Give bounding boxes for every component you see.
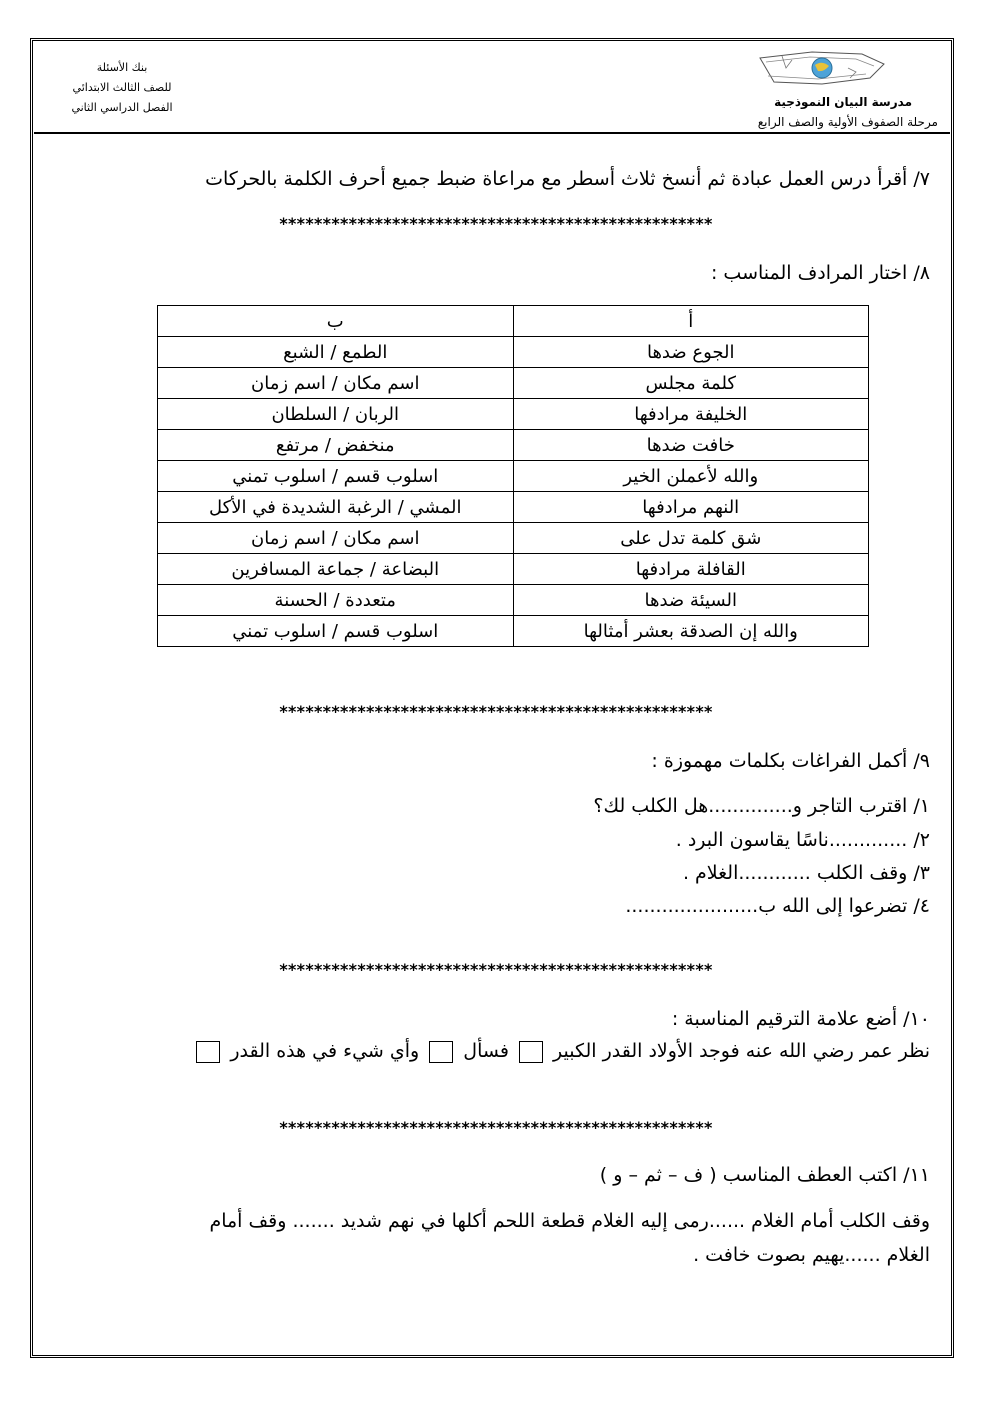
table-row — [158, 461, 869, 492]
semester-label: الفصل الدراسي الثاني — [71, 101, 173, 114]
cell-b: منخفض / مرتفع — [158, 430, 514, 461]
conjunction-line-2: الغلام ......يهيم بصوت خافت . — [693, 1244, 930, 1266]
fill-item-3: ٣/ وقف الكلب ............الغلام . — [682, 862, 930, 884]
sentence-part-2: فسأل — [463, 1040, 509, 1062]
cell-a: خافت ضدها — [513, 430, 869, 461]
punctuation-box[interactable] — [519, 1041, 543, 1063]
separator: ************************************************** — [279, 960, 713, 979]
fill-item-2: ٢/ .............ناسًا يقاسون البرد . — [675, 829, 930, 851]
bank-title: بنك الأسئلة — [96, 61, 148, 74]
table-row — [158, 430, 869, 461]
column-a-header: أ — [513, 306, 869, 337]
cell-a: والله إن الصدقة بعشر أمثالها — [513, 616, 869, 647]
cell-b: المشي / الرغبة الشديدة في الأكل — [158, 492, 514, 523]
question-11-title: ١١/ اكتب العطف المناسب ( ف – ثم – و ) — [599, 1164, 930, 1186]
cell-b: اسم مكان / اسم زمان — [158, 368, 514, 399]
question-7: ٧/ أقرأ درس العمل عبادة ثم أنسخ ثلاث أسطر مع مراعاة ضبط جميع أحرف الكلمة بالحركات — [205, 168, 930, 190]
table-row — [158, 523, 869, 554]
fill-item-1: ١/ اقترب التاجر و..............هل الكلب لك؟ — [593, 795, 930, 817]
separator: ************************************************** — [279, 214, 713, 233]
cell-b: متعددة / الحسنة — [158, 585, 514, 616]
table-row — [158, 554, 869, 585]
table-row — [158, 337, 869, 368]
page-border — [30, 38, 954, 1358]
punctuation-box[interactable] — [429, 1041, 453, 1063]
cell-a: الخليفة مرادفها — [513, 399, 869, 430]
question-bank-info — [52, 58, 192, 118]
separator: ************************************************** — [279, 1118, 713, 1137]
cell-b: اسلوب قسم / اسلوب تمني — [158, 461, 514, 492]
column-b-header: ب — [158, 306, 514, 337]
separator: ************************************************** — [279, 702, 713, 721]
table-row — [158, 399, 869, 430]
cell-b: اسم مكان / اسم زمان — [158, 523, 514, 554]
cell-a: السيئة ضدها — [513, 585, 869, 616]
table-row — [158, 616, 869, 647]
punctuation-box[interactable] — [196, 1041, 220, 1063]
cell-b: البضاعة / جماعة المسافرين — [158, 554, 514, 585]
synonyms-table — [157, 305, 869, 647]
school-logo-icon — [752, 48, 892, 90]
table-header-row — [158, 306, 869, 337]
cell-a: النهم مرادفها — [513, 492, 869, 523]
cell-a: الجوع ضدها — [513, 337, 869, 368]
fill-item-4: ٤/ تضرعوا إلى الله ب...................... — [625, 895, 930, 917]
cell-a: كلمة مجلس — [513, 368, 869, 399]
cell-a: القافلة مرادفها — [513, 554, 869, 585]
school-info — [758, 92, 938, 132]
table-row — [158, 492, 869, 523]
cell-b: اسلوب قسم / اسلوب تمني — [158, 616, 514, 647]
school-name: مدرسة البيان النموذجية — [774, 95, 912, 109]
page-header — [34, 42, 950, 134]
cell-a: والله لأعملن الخير — [513, 461, 869, 492]
table-row — [158, 368, 869, 399]
question-10-title: ١٠/ أضع علامة الترقيم المناسبة : — [671, 1008, 930, 1030]
conjunction-line-1: وقف الكلب أمام الغلام ......رمى إليه الغلام قطعة اللحم أكلها في نهم شديد ....... وقف أمام — [209, 1210, 930, 1232]
punctuation-sentence — [192, 1040, 930, 1063]
table-row — [158, 585, 869, 616]
grade-label: للصف الثالث الابتدائي — [72, 81, 172, 94]
question-9-title: ٩/ أكمل الفراغات بكلمات مهموزة : — [651, 750, 930, 772]
cell-b: الطمع / الشبع — [158, 337, 514, 368]
school-stage: مرحلة الصفوف الأولية والصف الرابع — [757, 115, 938, 129]
sentence-part-1: نظر عمر رضي الله عنه فوجد الأولاد القدر الكبير — [553, 1040, 930, 1062]
question-8-title: ٨/ اختار المرادف المناسب : — [710, 262, 930, 284]
sentence-part-3: وأي شيء في هذه القدر — [230, 1040, 420, 1062]
cell-a: شق كلمة تدل على — [513, 523, 869, 554]
cell-b: الربان / السلطان — [158, 399, 514, 430]
